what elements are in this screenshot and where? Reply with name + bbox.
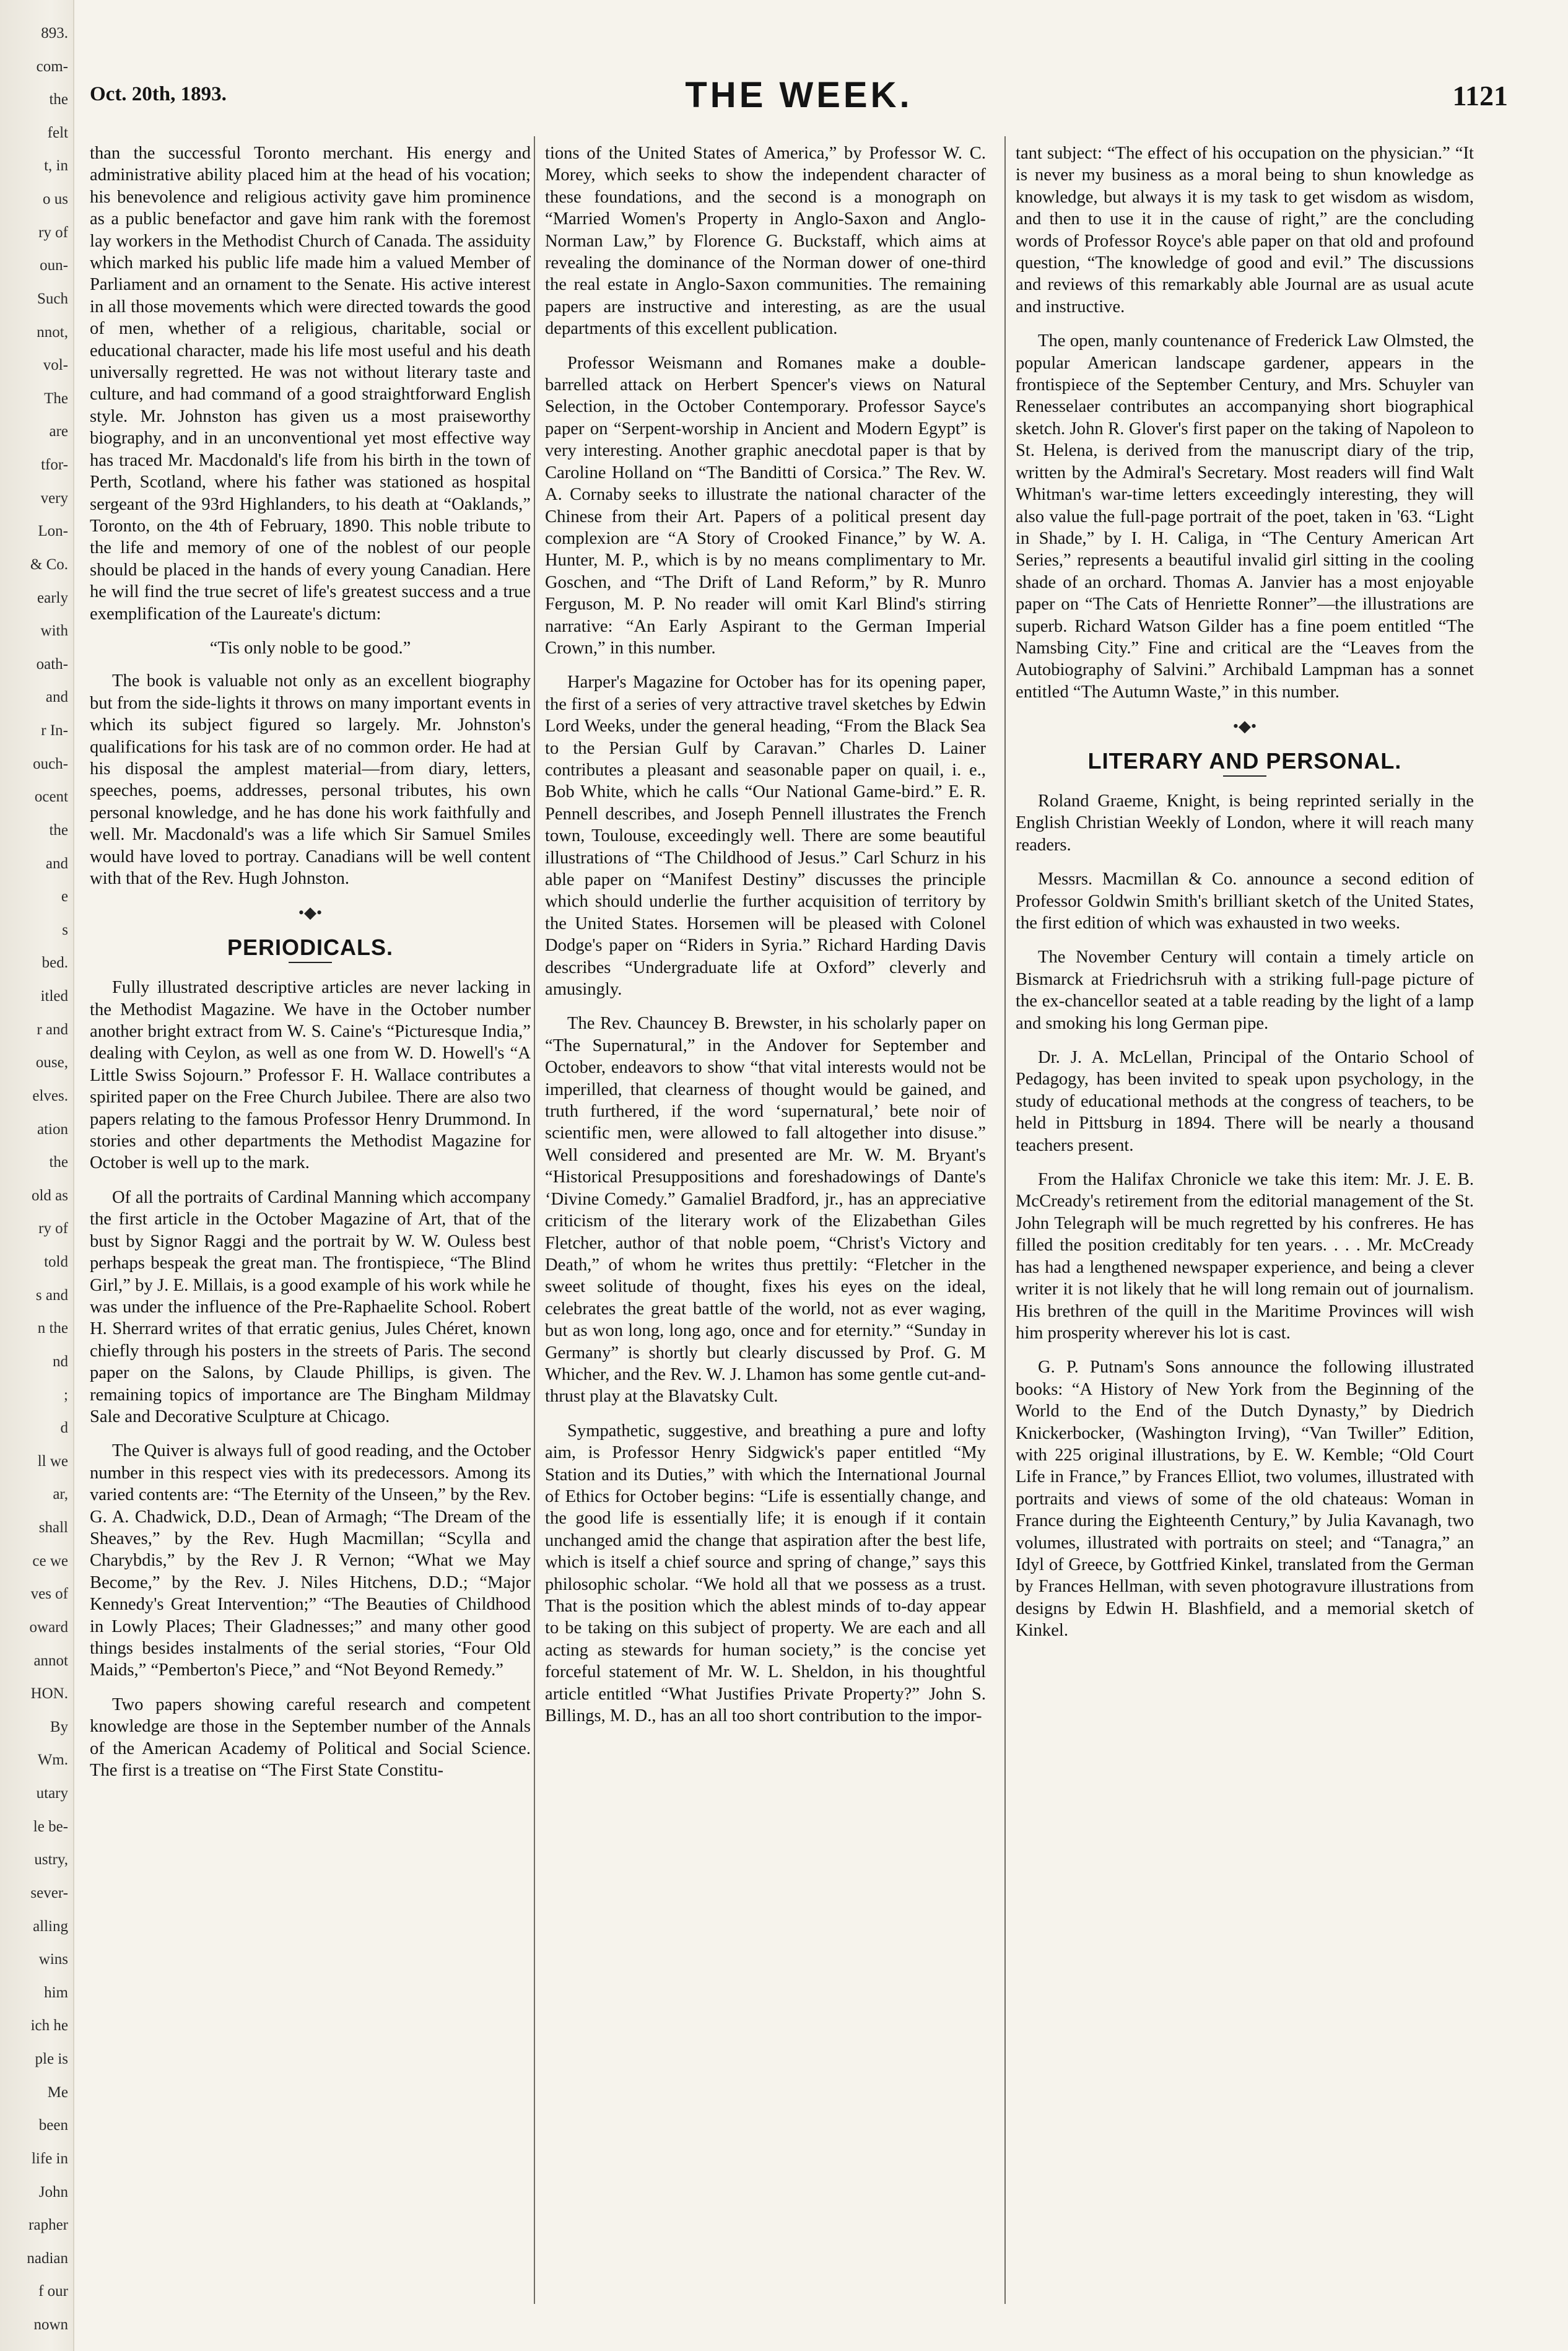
margin-fragment: and [45,855,68,872]
margin-fragment: oun- [40,257,68,274]
section-ornament: •◆• [1232,717,1257,736]
margin-fragment: rapher [28,2217,68,2233]
margin-fragment: f our [38,2283,68,2300]
article-paragraph: Fully illustrated descriptive articles are never lacking in the Methodist Magazine. We have in the October number another bright extract from W. S. Caine's “Picturesque India,” dealing with Ceylon, as well as one from W. D. Howell's “A Little Swiss Sojourn.” Professor F. H. Wallace contributes a spirited paper on the Free Church Jubilee. There are also two papers relating to the famous Professor Henry Drummond. In stories and other departments the Methodist Magazine for October is well up to the mark. [90,978,531,1173]
column-rule [1004,136,1006,2304]
biography-review-continuation: than the successful Toronto merchant. His energy and administrative ability placed him at the head of his vocation; his benevolence and religious activity gave him prominence as a public benefactor and gave him rank with the foremost lay workers in the Methodist Church of Canada. The assiduity which marked his public life made him a valued Member of Parliament and an ornament to the Senate. His active interest in all those movements which were directed towards the good of men, whether of a religious, charitable, social or educational character, made his life most useful and his death universally regretted. He was not without literary taste and culture, and had command of a good straightforward English style. Mr. Johnston has given us a most praiseworthy biography, and in an unconventional yet most effective way has traced Mr. Macdonald's life from his birth in the town of Perth, Scotland, where his father was stationed as hospital sergeant of the 93rd Highlanders, to his death at “Oaklands,” Toronto, on the 4th of February, 1890. This noble tribute to the life and memory of one of the noblest of our people should be placed in the hands of every young Canadian. Here he will find the true secret of life's greatest success and a true exemplification of the Laureate's dictum: [90,144,531,624]
margin-fragment: alling [33,1918,68,1935]
margin-fragment: 893. [41,25,68,41]
facing-page-margin [0,0,74,2351]
page-number: 1121 [1452,80,1508,111]
margin-fragment: Such [37,290,68,307]
margin-fragment: The [44,390,68,407]
article-paragraph: Harper's Magazine for October has for its opening paper, the first of a series of very attractive travel sketches by Edwin Lord Weeks, under the general heading, “From the Black Sea to the Persian Gulf by Caravan.” Charles D. Lainer contributes a pleasant and seasonable paper on quail, i. e., Bob White, which he calls “Our National Game-bird.” E. R. Pennell describes, and Joseph Pennell illustrates the French town, Toulouse, exceedingly well. There are some beautiful illustrations of “The Childhood of Jesus.” Carl Schurz in his able paper on “Manifest Destiny” discusses the principle which should underlie the further acquisition of territory by the United States. Horsemen will be pleased with Colonel Dodge's paper on “Riders in Syria.” Richard Harding Davis describes “Undergraduate life at Oxford” cleverly and amusingly. [545,673,986,1000]
news-item: G. P. Putnam's Sons announce the following illustrated books: “A History of New York from the Beginning of the World to the End of the Dutch Dynasty,” by Diedrich Knickerbocker, (Washington Irving), “Van Twiller” Edition, with 225 original illustrations, by E. W. Kemble; “Old Court Life in France,” by Frances Elliot, two volumes, illustrated with portraits and views of some of the old chateaus: Woman in France during the Eighteenth Century,” by Julia Kavanagh, two volumes, illustrated with portraits on steel; and “Tanagra,” an Idyl of Greece, by Gottfried Kinkel, translated from the German by Frances Hellman, with seven photogravure illustrations from designs by Edwin H. Blashfield, and a memorial sketch of Kinkel. [1016,1358,1474,1641]
article-paragraph: Professor Weismann and Romanes make a double-barrelled attack on Herbert Spencer's views on Natural Selection, in the October Contemporary. Professor Sayce's paper on “Serpent-worship in Ancient and Modern Egypt” is very interesting. Another graphic anecdotal paper is that by Caroline Holland on “The Banditti of Corsica.” The Rev. W. A. Cornaby seeks to illustrate the national character of the Chinese from their Art. Papers of a political present day complexion are “A Story of Crooked Finance,” by W. A. Hunter, M. P., which is by no means complimentary to Mr. Goschen, and “The Drift of Land Reform,” by R. Munro Ferguson, M. P. No reader will omit Karl Blind's stirring narrative: “An Early Aspirant to the German Imperial Crown,” in this number. [545,353,986,658]
margin-fragment: HON. [30,1685,68,1702]
margin-fragment: tfor- [41,456,68,473]
margin-fragment: oward [29,1619,68,1636]
margin-fragment: s and [35,1287,68,1304]
margin-fragment: him [44,1984,68,2001]
margin-fragment: ation [37,1121,68,1138]
margin-fragment: early [37,590,68,606]
margin-fragment: annot [33,1652,68,1669]
margin-fragment: ; [64,1387,68,1403]
margin-fragment: e [61,888,68,905]
news-item: Dr. J. A. McLellan, Principal of the Ontario School of Pedagogy, has been invited to speak upon psychology, in the study of educational methods at the congress of teachers, to be held in Pittsburg in 1894. There will be nearly a thousand teachers present. [1016,1048,1474,1155]
margin-fragment: sever- [30,1885,68,1901]
biography-review-conclusion: The book is valuable not only as an excellent biography but from the side-lights it throws on many important events in which its subject figured so largely. Mr. Johnston's qualifications for his task are of no common order. He had at his disposal the amplest material—from diary, letters, speeches, poems, addresses, personal tributes, his own personal knowledge, and he has done his work faithfully and well. Mr. Macdonald's was a life which Sir Samuel Smiles would have loved to portray. Canadians will be well content with that of the Rev. Hugh Johnston. [90,671,531,888]
margin-fragment: been [38,2117,68,2134]
margin-fragment: ouch- [33,756,68,772]
margin-fragment: n the [37,1320,68,1337]
column-1 [90,142,531,1794]
news-item: The November Century will contain a timely article on Bismarck at Friedrichsruh with a striking full-page picture of the ex-chancellor seated at a table reading by the light of a lamp and smoking his long German pipe. [1016,948,1474,1033]
margin-fragment: oath- [36,656,68,673]
margin-fragment: wins [38,1951,68,1968]
margin-fragment: nadian [27,2250,68,2267]
margin-fragment: elves. [32,1088,68,1104]
heading-rule [289,962,332,963]
margin-fragment: the [49,1154,68,1171]
page-header [90,74,1508,118]
column-2 [545,142,986,1739]
article-paragraph: Two papers showing careful research and competent knowledge are those in the September number of the Annals of the American Academy of Political and Social Science. The first is a treatise on “The First State Constitu- [90,1695,531,1781]
margin-fragment: le be- [33,1818,68,1835]
margin-fragment: s [62,922,68,938]
margin-fragment: and [45,689,68,705]
issue-date: Oct. 20th, 1893. [90,83,227,105]
margin-fragment: Lon- [38,523,68,539]
margin-fragment: r In- [41,722,68,739]
margin-fragment: ple is [35,2051,68,2067]
margin-fragment: nnot, [37,324,68,341]
margin-fragment: By [50,1719,68,1735]
margin-fragment: t, in [44,157,68,174]
laureate-quote: “Tis only noble to be good.” [209,638,411,658]
news-item: Messrs. Macmillan & Co. announce a second edition of Professor Goldwin Smith's brilliant sketch of the United States, the first edition of which was exhausted in two weeks. [1016,870,1474,933]
margin-fragment: r and [37,1021,68,1038]
margin-fragment: bed. [41,954,68,971]
article-paragraph: Of all the portraits of Cardinal Manning which accompany the first article in the October Magazine of Art, that of the bust by Signor Raggi and the portrait by W. W. Ouless best perhaps bespeak the great man. The frontispiece, “The Blind Girl,” by J. E. Millais, is a good example of his work while he was under the influence of the Pre-Raphaelite School. Robert H. Sherrard writes of that erratic genius, Jules Chéret, known chiefly through his posters in the streets of Paris. The second paper on the Salons, by Claude Phillips, is given. The remaining topics of importance are The Bingham Mildmay Sale and Decorative Sculpture at Chicago. [90,1187,531,1426]
margin-fragment: ouse, [35,1054,68,1071]
article-paragraph: tions of the United States of America,” by Professor W. C. Morey, which seeks to show the independent character of these foundations, and the second is a monograph on “Married Women's Property in Anglo-Saxon and Anglo-Norman Law,” by Florence G. Buckstaff, which aims at revealing the dominance of the Norman dower of one-third the real estate in Anglo-Saxon communities. The remaining papers are instructive and interesting, as are the usual departments of this excellent publication. [545,144,986,339]
margin-fragment: nown [33,2316,68,2333]
section-ornament: •◆• [298,904,323,922]
article-paragraph: The Rev. Chauncey B. Brewster, in his scholarly paper on “The Supernatural,” in the Andover for September and October, endeavors to show “that vital interests would not be imperilled, that clearness of thought would be gained, and truth furthered, if the word ‘supernatural,’ bete noir of scientific men, were allowed to fall altogether into disuse.” Well considered and presented are Mr. W. M. Bryant's “Historical Presuppositions and foreshadowings of Dante's ‘Divine Comedy.” Gamaliel Bradford, jr., has an appreciative criticism of the literary work of the Elizabethan Giles Fletcher, author of that noble poem, “Christ's Victory and Death,” of whom he writes thus prettily: “Fletcher in the sweet solitude of thought, fixes his eyes on the ideal, celebrates the great battle of the world, not as ever waging, but as won long, long ago, once and for eternity.” “Sunday in Germany” is shortly but clearly discussed by Prof. G. M Whicher, and the Rev. W. J. Lhamon has some gentle cut-and-thrust play at the Blavatsky Cult. [545,1014,986,1407]
margin-fragment: Me [47,2084,68,2101]
heading-rule [1223,775,1266,777]
margin-fragment: ustry, [34,1851,68,1868]
margin-fragment: ves of [30,1586,68,1602]
margin-fragment: ry of [38,1220,68,1237]
column-rule [534,136,535,2304]
margin-fragment: ll we [37,1453,68,1470]
masthead-title: THE WEEK. [685,75,913,115]
margin-fragment: ich he [30,2017,68,2034]
margin-fragment: old as [31,1187,68,1204]
margin-fragment: are [49,423,68,440]
margin-fragment: John [38,2184,68,2201]
margin-fragment: very [40,490,68,507]
margin-fragment: vol- [43,357,68,373]
margin-fragment: com- [36,58,68,75]
news-item: From the Halifax Chronicle we take this item: Mr. J. E. B. McCready's retirement from the editorial management of the St. John Telegraph will be much regretted by his confreres. He has filled the position creditably for ten years. . . . Mr. McCready has had a lengthened newspaper experience, and being a clever writer it is not likely that he will long remain out of journalism. His brethren of the quill in the Maritime Provinces will wish him prosperity wherever his lot is cast. [1016,1170,1474,1343]
margin-fragment: with [40,622,68,639]
margin-fragment: Wm. [37,1751,68,1768]
margin-fragment: nd [53,1353,68,1370]
article-paragraph: Sympathetic, suggestive, and breathing a pure and lofty aim, is Professor Henry Sidgwick's paper entitled “My Station and its Duties,” with which the International Journal of Ethics for October begins: “Life is essentially change, and the good life is essentially life; it is enough if it contain unchanged amid the change that aspiration after the best life, which is itself a chief source and spring of change,” says this philosophic scholar. “We hold all that we possess as a trust. That is the position which the ablest minds of to-day appear to be taking on this subject of property. We are each and all acting as stewards for human society,” is the concise yet forceful statement of Mr. W. L. Sheldon, in his thoughtful article entitled “What Justifies Private Property?” John S. Billings, M. D., has an all too short contribution to the impor- [545,1421,986,1726]
section-heading-periodicals: PERIODICALS. [227,934,394,960]
margin-fragment: ce we [32,1553,68,1569]
margin-fragment: o us [43,191,68,207]
margin-fragment: shall [38,1519,68,1536]
margin-fragment: utary [36,1785,68,1802]
margin-fragment: ar, [53,1486,68,1503]
margin-fragment: told [44,1254,68,1270]
margin-fragment: the [49,91,68,108]
margin-fragment: life in [31,2150,68,2167]
margin-fragment: d [60,1420,68,1436]
news-item: Roland Graeme, Knight, is being reprinted serially in the English Christian Weekly of London, where it will reach many readers. [1016,791,1474,855]
margin-fragment: ry of [38,224,68,241]
margin-fragment: itled [40,988,68,1005]
margin-fragment: ocent [34,788,68,805]
article-paragraph: The open, manly countenance of Frederick Law Olmsted, the popular American landscape gardener, appears in the frontispiece of the September Century, and Mrs. Schuyler van Renesselaer contributes an accompanying short biographical sketch. John R. Glover's first paper on the taking of Napoleon to St. Helena, is derived from the manuscript diary of the trip, written by the Admiral's Secretary. Most readers will find Walt Whitman's war-time letters exceedingly interesting, they will also value the full-page portrait of the poet, taken in '63. “Light in Shade,” by I. H. Caliga, in “The Century American Art Series,” represents a beautiful invalid girl sitting in the cooling shade of an orchard. Thomas A. Janvier has a most enjoyable paper on “The Cats of Henriette Ronner”—the illustrations are superb. Richard Watson Gilder has a fine poem entitled “The Namsbing City.” Fine and critical are the “Leaves from the Autobiography of Salvini.” Archibald Lampman has a sonnet entitled “The Autumn Waste,” in this number. [1016,331,1474,702]
article-paragraph: The Quiver is always full of good reading, and the October number in this respect vies with its predecessors. Among its varied contents are: “The Eternity of the Unseen,” by the Rev. G. A. Chadwick, D.D., Dean of Armagh; “The Dream of the Sheaves,” by the Rev. Hugh Macmillan; “Scylla and Charybdis,” by the Rev J. R Vernon; “What we May Become,” by the Rev. J. Niles Hitchens, D.D.; “Major Kennedy's Great Intervention;” “The Beauties of Childhood in Lowly Places; Their Gladnesses;” and many other good things besides instalments of the serial stories, “Four Old Maids,” “Pemberton's Piece,” and “Not Beyond Remedy.” [90,1441,531,1680]
margin-fragment: the [49,822,68,839]
margin-fragment: & Co. [30,556,68,573]
section-heading-literary-and-personal: LITERARY AND PERSONAL. [1087,748,1402,774]
column-3 [1016,142,1474,1654]
margin-fragment: felt [47,124,68,141]
article-paragraph: tant subject: “The effect of his occupation on the physician.” “It is never my business as a moral being to shun knowledge as knowledge, but always it is my task to get wisdom as wisdom, and then to use it in the cause of right,” are the concluding words of Professor Royce's able paper on that old and profound question, “The knowledge of good and evil.” The discussions and reviews of this remarkably able Journal are as usual acute and instructive. [1016,144,1474,316]
